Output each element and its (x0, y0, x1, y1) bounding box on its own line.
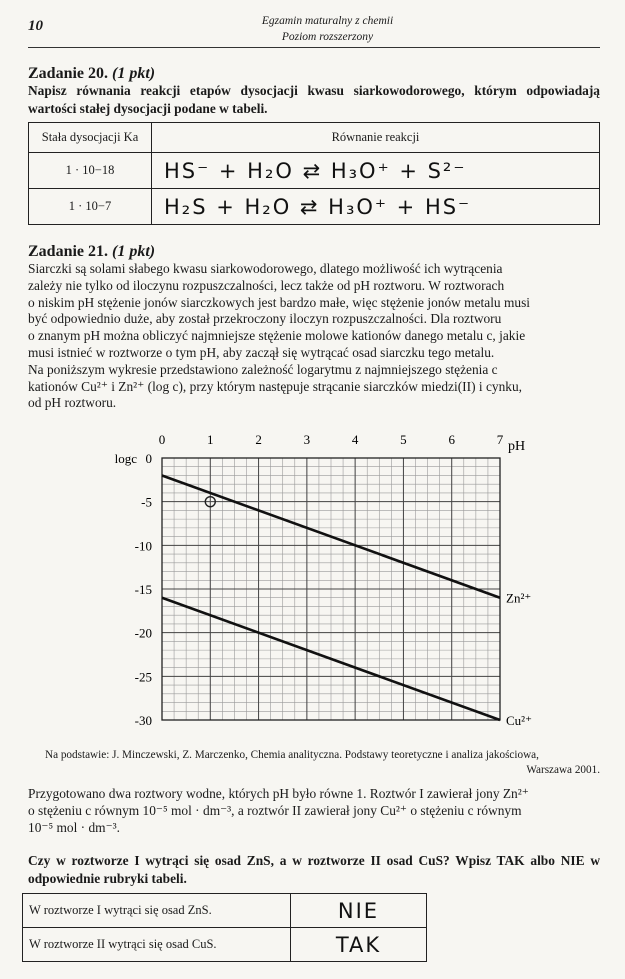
source-line: Na podstawie: J. Minczewski, Z. Marczenko, Chemia analityczna. Podstawy teoretyczne i analiza jakościowa, (45, 749, 539, 761)
header-subtitle: Poziom rozszerzony (281, 31, 374, 43)
text-line: 10⁻⁵ mol · dm⁻³. (28, 819, 121, 835)
handwritten-equation: HS⁻ + H₂O ⇄ H₃O⁺ + S²⁻ (164, 158, 467, 183)
text-line: o znanym pH można obliczyć najmniejsze stężenie molowe kationów danego metalu c, jakie (28, 328, 526, 344)
y-axis-label: logc (114, 451, 137, 466)
solubility-chart (0, 420, 625, 740)
header-title: Egzamin maturalny z chemii (261, 15, 394, 27)
x-tick-label: 3 (303, 432, 311, 447)
text-line: o stężeniu c równym 10⁻⁵ mol · dm⁻³, a roztwór II zawierał jony Cu²⁺ o stężeniu c równym (28, 802, 522, 818)
x-tick-label: 2 (255, 432, 262, 447)
text-line: musi istnieć w roztworze o tym pH, aby zaczął się wytrącać osad siarczku tego metalu. (28, 344, 495, 360)
text-line: Na poniższym wykresie przedstawiono zależność logarytmu z najmniejszego stężenia c (28, 361, 498, 377)
table-row (29, 189, 600, 225)
task21-conditions (28, 786, 600, 836)
constant-cell: 1 · 10−18 (29, 153, 152, 189)
x-tick-label: 1 (207, 432, 214, 447)
x-tick-label: 7 (496, 432, 504, 447)
y-tick-label: -5 (141, 494, 152, 510)
task21-question: Czy w roztworze I wytrąci się osad ZnS, a w roztworze II osad CuS? Wpisz TAK albo NIE w odpowiednie rubryki tabeli. (28, 853, 600, 886)
answer-cell[interactable] (291, 894, 427, 928)
equation-cell[interactable] (152, 189, 600, 225)
text-line: zależy nie tylko od iloczynu rozpuszczalności, lecz także od pH roztworu. W roztworach (28, 277, 505, 293)
answer-cell[interactable] (291, 928, 427, 962)
task21-title (28, 243, 155, 261)
equation-cell[interactable] (152, 153, 600, 189)
task21-intro (28, 261, 600, 412)
text-line: kationów Cu²⁺ i Zn²⁺ (log c), przy którym następuje strącanie siarczków miedzi(II) i cynku, (28, 378, 523, 394)
x-tick-label: 6 (448, 432, 455, 447)
y-tick-label: -25 (134, 669, 152, 685)
table-row (23, 894, 427, 928)
x-tick-label: 5 (400, 432, 407, 447)
page-number: 10 (28, 18, 43, 34)
task21-points: (1 pkt) (112, 243, 156, 260)
table-row (29, 153, 600, 189)
task20-title (28, 65, 155, 83)
answer-table (22, 893, 427, 962)
answer-label: W roztworze I wytrąci się osad ZnS. (23, 894, 291, 928)
series-label: Zn²⁺ (506, 590, 532, 606)
answer-label: W roztworze II wytrąci się osad CuS. (23, 928, 291, 962)
col-header-equation: Równanie reakcji (152, 123, 600, 153)
col-header-constant: Stała dysocjacji Ka (29, 123, 152, 153)
task20-points: (1 pkt) (112, 65, 156, 82)
source-citation (45, 748, 600, 778)
task20-instruction: Napisz równania reakcji etapów dysocjacji kwasu siarkowodorowego, którym odpowiadają wartości stałej dysocjacji podane w tabeli. (28, 83, 600, 116)
series-label: Cu²⁺ (506, 713, 532, 728)
table-row (23, 928, 427, 962)
dissociation-table (28, 122, 600, 225)
handwritten-answer: NIE (337, 898, 380, 923)
x-tick-label: 0 (158, 432, 166, 447)
chart-lines (162, 475, 532, 728)
y-tick-label: -15 (134, 582, 152, 597)
y-tick-label: 0 (145, 451, 152, 466)
y-tick-label: -30 (134, 713, 152, 728)
handwritten-answer: TAK (335, 932, 382, 957)
y-tick-label: -20 (134, 625, 152, 641)
task21-title-text: Zadanie 21. (28, 243, 109, 260)
text-line: być odpowiednio duże, aby został przekroczony iloczyn rozpuszczalności. Dla roztworu (28, 311, 502, 327)
x-axis-label: pH (508, 439, 526, 454)
header-divider (28, 47, 600, 48)
text-line: Przygotowano dwa roztwory wodne, których pH było równe 1. Roztwór I zawierał jony Zn²⁺ (28, 786, 529, 801)
source-line: Warszawa 2001. (526, 764, 600, 776)
constant-cell: 1 · 10−7 (29, 189, 152, 225)
text-line: Siarczki są solami słabego kwasu siarkowodorowego, dlatego możliwość ich wytrącenia (28, 261, 503, 276)
text-line: od pH roztworu. (28, 395, 117, 411)
y-tick-label: -10 (134, 538, 152, 554)
task20-title-text: Zadanie 20. (28, 65, 109, 82)
x-tick-label: 4 (351, 432, 359, 447)
text-line: o niskim pH stężenie jonów siarczkowych jest bardzo małe, więc stężenie jonów metalu musi (28, 294, 531, 310)
handwritten-equation: H₂S + H₂O ⇄ H₃O⁺ + HS⁻ (164, 194, 472, 219)
